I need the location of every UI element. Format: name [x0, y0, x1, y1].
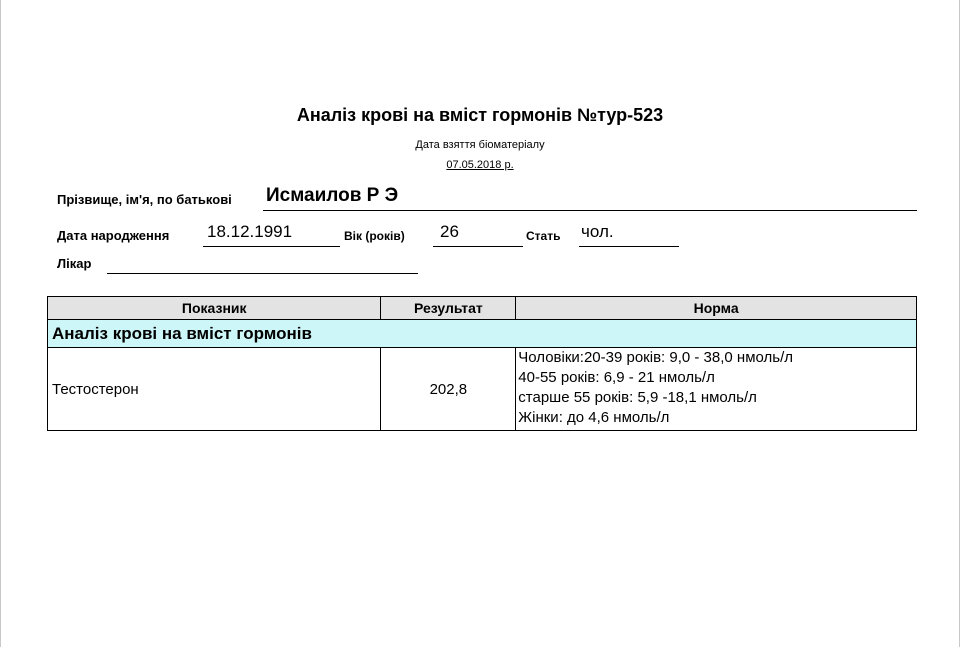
age-value: 26 — [433, 222, 523, 247]
norm-line: старше 55 років: 5,9 -18,1 нмоль/л — [518, 389, 757, 406]
doctor-label: Лікар — [57, 256, 92, 271]
norm-line: Жінки: до 4,6 нмоль/л — [518, 409, 670, 426]
result-cell: 202,8 — [381, 348, 516, 431]
column-header-norm: Норма — [516, 297, 917, 320]
sample-date — [1, 159, 959, 171]
patient-name: Исмаилов Р Э — [263, 185, 917, 211]
table-header-row — [48, 297, 917, 320]
norm-line: Чоловіки:20-39 років: 9,0 - 38,0 нмоль/л — [518, 349, 794, 366]
norm-line: 40-55 років: 6,9 - 21 нмоль/л — [518, 369, 715, 386]
results-table — [47, 296, 917, 431]
doctor-value — [107, 252, 418, 274]
indicator-cell: Тестостерон — [48, 348, 381, 431]
norm-cell — [516, 348, 917, 431]
column-header-indicator: Показник — [48, 297, 381, 320]
column-header-result: Результат — [381, 297, 516, 320]
name-label: Прізвище, ім'я, по батькові — [57, 192, 232, 207]
document-title: Аналіз крові на вміст гормонів №тур-523 — [296, 105, 664, 125]
sex-value: чол. — [579, 222, 679, 247]
section-title: Аналіз крові на вміст гормонів — [48, 320, 917, 348]
dob-value: 18.12.1991 — [203, 222, 340, 247]
age-label: Вік (років) — [344, 229, 405, 243]
sample-date-value: 07.05.2018 р. — [446, 159, 514, 171]
sample-date-label: Дата взяття біоматеріалу — [415, 139, 545, 151]
dob-label: Дата народження — [57, 228, 170, 243]
sex-label: Стать — [526, 229, 561, 243]
table-row — [48, 348, 917, 431]
section-row — [48, 320, 917, 348]
